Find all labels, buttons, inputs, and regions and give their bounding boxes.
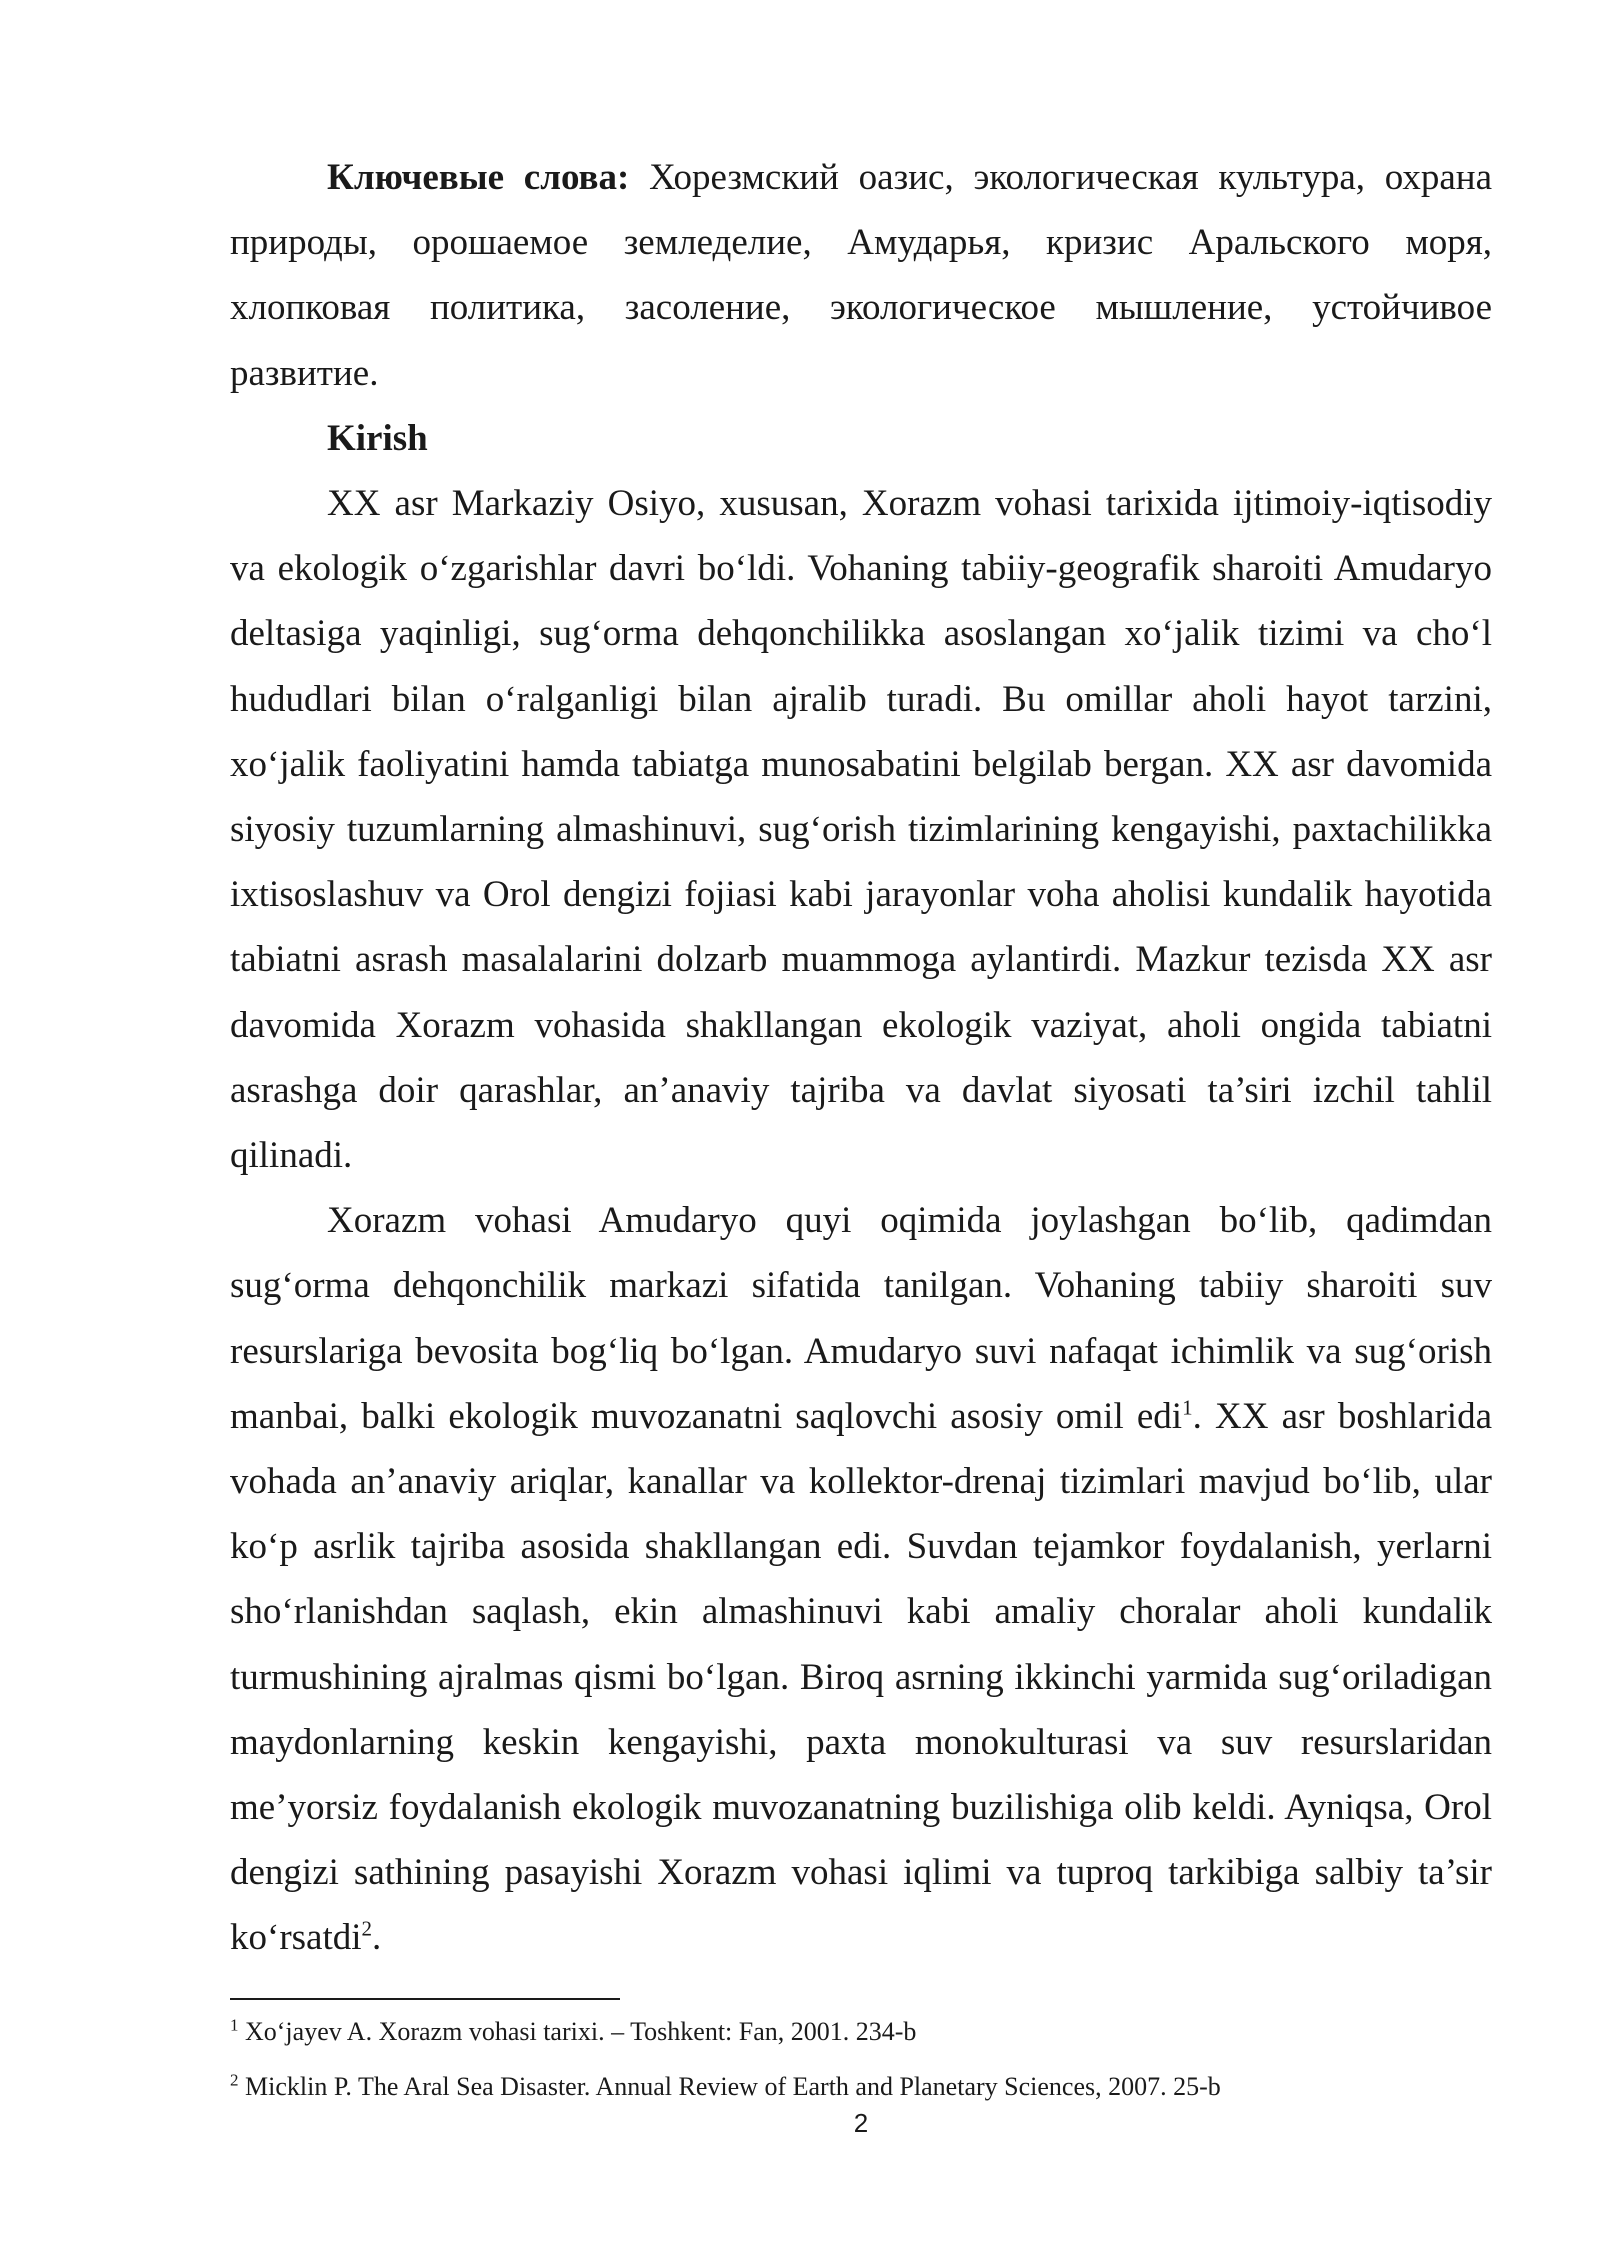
footnote-ref-2[interactable]: 2 (361, 1917, 373, 1942)
footnote-2-mark: 2 (230, 2070, 239, 2090)
footnote-2-text: Micklin P. The Aral Sea Disaster. Annual Review of Earth and Planetary Sciences, 2007. 25-b (238, 2072, 1221, 2101)
paragraph-2-part-2: . XX asr boshlarida vohada an’anaviy ariqlar, kanallar va kollektor-drenaj tizimlari mavjud boʻlib, ular koʻp asrlik tajriba asosida shakllangan edi. Suvdan tejamkor foydalanish, yerlarni shoʻrlanishdan saqlash, ekin almashinuvi kabi amaliy choralar aholi kundalik turmushining ajralmas qismi boʻlgan. Biroq asrning ikkinchi yarmida sugʻoriladigan maydonlarning keskin kengayishi, paxta monokulturasi va suv resurslaridan me’yorsiz foydalanish ekologik muvozanatning buzilishiga olib keldi. Ayniqsa, Orol dengizi sathining pasayishi Xorazm vohasi iqlimi va tuproq tarkibiga salbiy ta’sir koʻrsatdi (230, 1395, 1492, 1959)
paragraph-2-part-1: Xorazm vohasi Amudaryo quyi oqimida joylashgan boʻlib, qadimdan sugʻorma dehqonchilik markazi sifatida tanilgan. Vohaning tabiiy sharoiti suv resurslariga bevosita bogʻliq boʻlgan. Amudaryo suvi nafaqat ichimlik va sugʻorish manbai, balki ekologik muvozanatni saqlovchi asosiy omil edi (230, 1200, 1492, 1437)
footnote-1-text: Xoʻjayev A. Xorazm vohasi tarixi. – Toshkent: Fan, 2001. 234-b (238, 2017, 917, 2046)
keywords-paragraph (230, 145, 1492, 406)
section-heading: Kirish (327, 417, 428, 459)
keywords-text: Хорезмский оазис, экологическая культура, охрана природы, орошаемое земледелие, Амударья, кризис Аральского моря, хлопковая политика, засоление, экологическое мышление, устойчивое развитие. (230, 157, 1492, 394)
page-number: 2 (853, 2108, 869, 2138)
paragraph-2 (230, 1188, 1492, 1970)
footnote-separator (230, 1998, 620, 2000)
page-body (230, 145, 1492, 1971)
footnote-ref-1[interactable]: 1 (1182, 1395, 1193, 1420)
footnote-2 (230, 2069, 1492, 2104)
footnote-1 (230, 2014, 1492, 2049)
footnote-1-mark: 1 (230, 2015, 239, 2035)
keywords-label: Ключевые слова: (327, 157, 630, 198)
paragraph-2-part-3: . (372, 1917, 382, 1959)
paragraph-1: XX asr Markaziy Osiyo, xususan, Xorazm vohasi tarixida ijtimoiy-iqtisodiy va ekologik oʻzgarishlar davri boʻldi. Vohaning tabiiy-geografik sharoiti Amudaryo deltasiga yaqinligi, sugʻorma dehqonchilikka asoslangan xoʻjalik tizimi va choʻl hududlari bilan oʻralganligi bilan ajralib turadi. Bu omillar aholi hayot tarzini, xoʻjalik faoliyatini hamda tabiatga munosabatini belgilab bergan. XX asr davomida siyosiy tuzumlarning almashinuvi, sugʻorish tizimlarining kengayishi, paxtachilikka ixtisoslashuv va Orol dengizi fojiasi kabi jarayonlar voha aholisi kundalik hayotida tabiatni asrash masalalarini dolzarb muammoga aylantirdi. Mazkur tezisda XX asr davomida Xorazm vohasida shakllangan ekologik vaziyat, aholi ongida tabiatni asrashga doir qarashlar, an’anaviy tajriba va davlat siyosati ta’siri izchil tahlil qilinadi. (230, 483, 1492, 1177)
